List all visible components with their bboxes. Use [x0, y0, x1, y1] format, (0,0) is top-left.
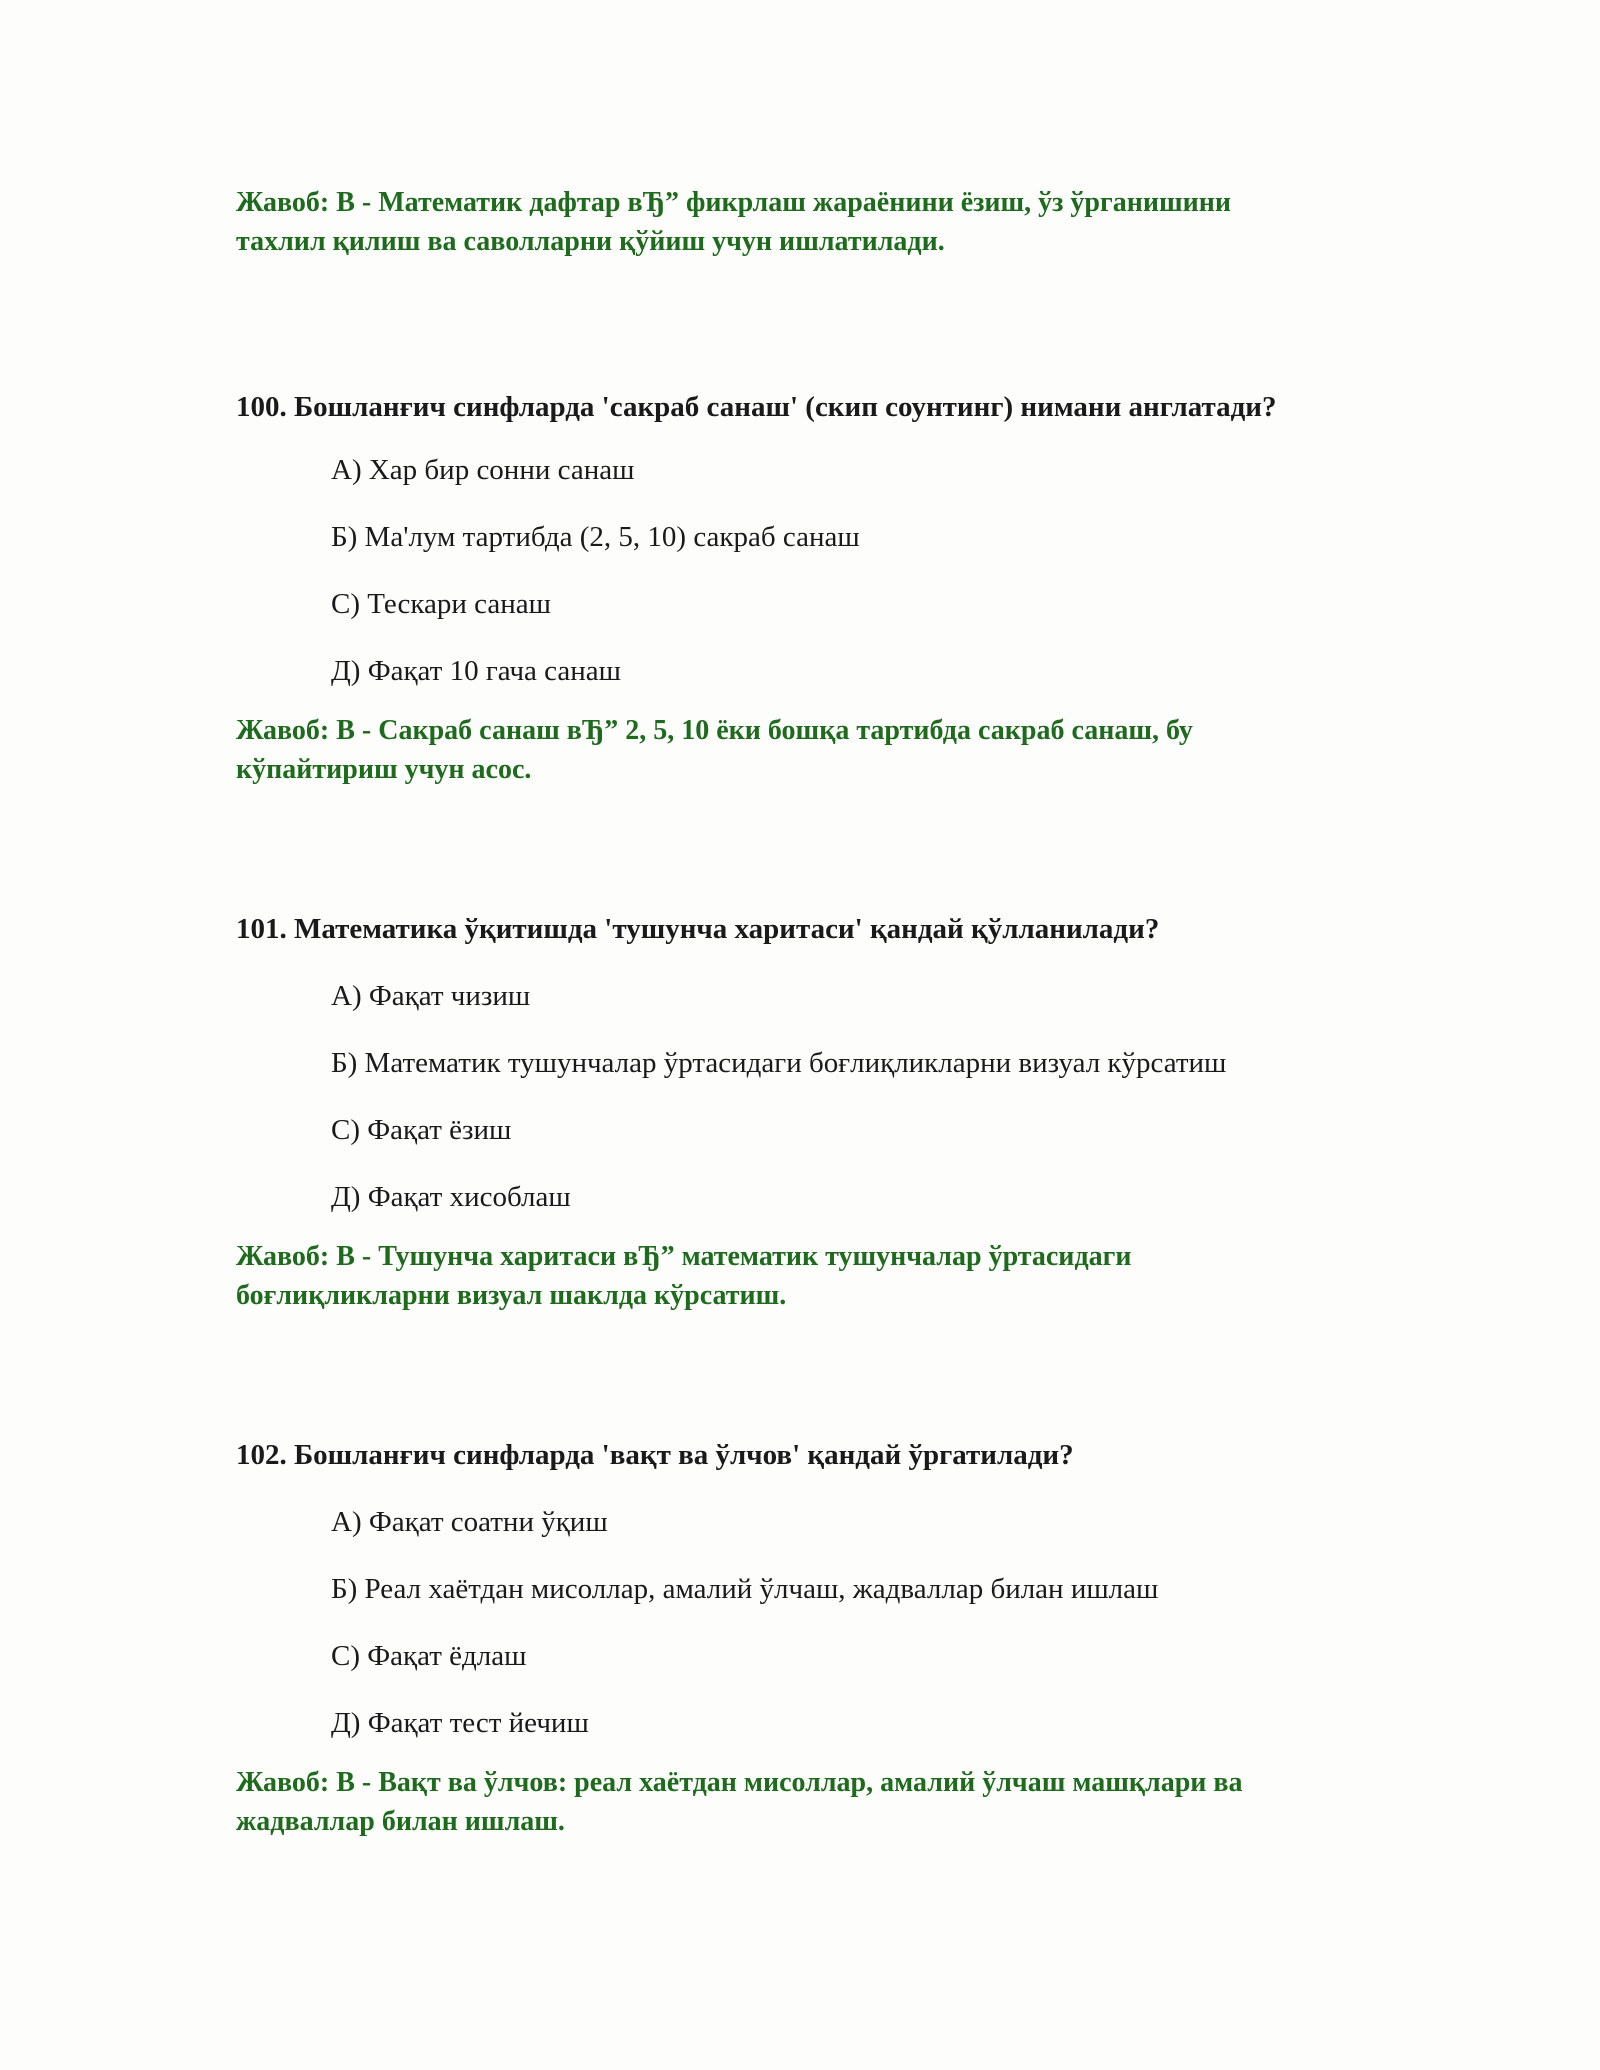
option-c: С) Фақат ёзиш: [331, 1114, 512, 1146]
previous-answer: Жавоб: В - Математик дафтар вЂ” фикрлаш жараёнини ёзиш, ўз ўрганишини тахлил қилиш ва саволларни қўйиш учун ишлатилади.: [236, 187, 1232, 257]
option-d: Д) Фақат хисоблаш: [331, 1181, 571, 1213]
option-c: С) Фақат ёдлаш: [331, 1640, 527, 1672]
option-c: С) Тескари санаш: [331, 588, 551, 620]
answer-text: Жавоб: В - Тушунча харитаси вЂ” математик тушунчалар ўртасидаги боғлиқликларни визуал шаклда кўрсатиш.: [236, 1241, 1132, 1311]
question-block-102: [236, 1434, 1300, 1841]
option-d: Д) Фақат тест йечиш: [331, 1707, 589, 1739]
option-list: [236, 450, 1300, 691]
answer-text: Жавоб: В - Сакраб санаш вЂ” 2, 5, 10 ёки бошқа тартибда сакраб санаш, бу кўпайтириш учун асос.: [236, 715, 1193, 785]
question-block-101: [236, 908, 1300, 1315]
spacer: [236, 789, 1300, 908]
option-b: Б) Ма'лум тартибда (2, 5, 10) сакраб санаш: [331, 521, 860, 553]
question-text: 102. Бошланғич синфларда 'вақт ва ўлчов' қандай ўргатилади?: [236, 1439, 1074, 1471]
spacer: [236, 1315, 1300, 1434]
question-block-100: [236, 386, 1300, 789]
option-b: Б) Реал хаётдан мисоллар, амалий ўлчаш, жадваллар билан ишлаш: [331, 1573, 1159, 1605]
option-a: А) Фақат соатни ўқиш: [331, 1506, 608, 1538]
option-b: Б) Математик тушунчалар ўртасидаги боғлиқликларни визуал кўрсатиш: [331, 1047, 1227, 1079]
option-list: [236, 976, 1300, 1217]
option-a: А) Хар бир сонни санаш: [331, 454, 635, 486]
spacer: [236, 1476, 1300, 1502]
answer-text: Жавоб: В - Вақт ва ўлчов: реал хаётдан мисоллар, амалий ўлчаш машқлари ва жадваллар билан ишлаш.: [236, 1767, 1243, 1837]
question-text: 101. Математика ўқитишда 'тушунча харитаси' қандай қўлланилади?: [236, 913, 1160, 945]
option-list: [236, 1502, 1300, 1743]
spacer: [236, 428, 1300, 450]
spacer: [236, 950, 1300, 976]
question-text: 100. Бошланғич синфларда 'сакраб санаш' (скип соунтинг) нимани англатади?: [236, 391, 1277, 423]
spacer: [236, 261, 1300, 386]
option-d: Д) Фақат 10 гача санаш: [331, 655, 621, 687]
option-a: А) Фақат чизиш: [331, 980, 531, 1012]
